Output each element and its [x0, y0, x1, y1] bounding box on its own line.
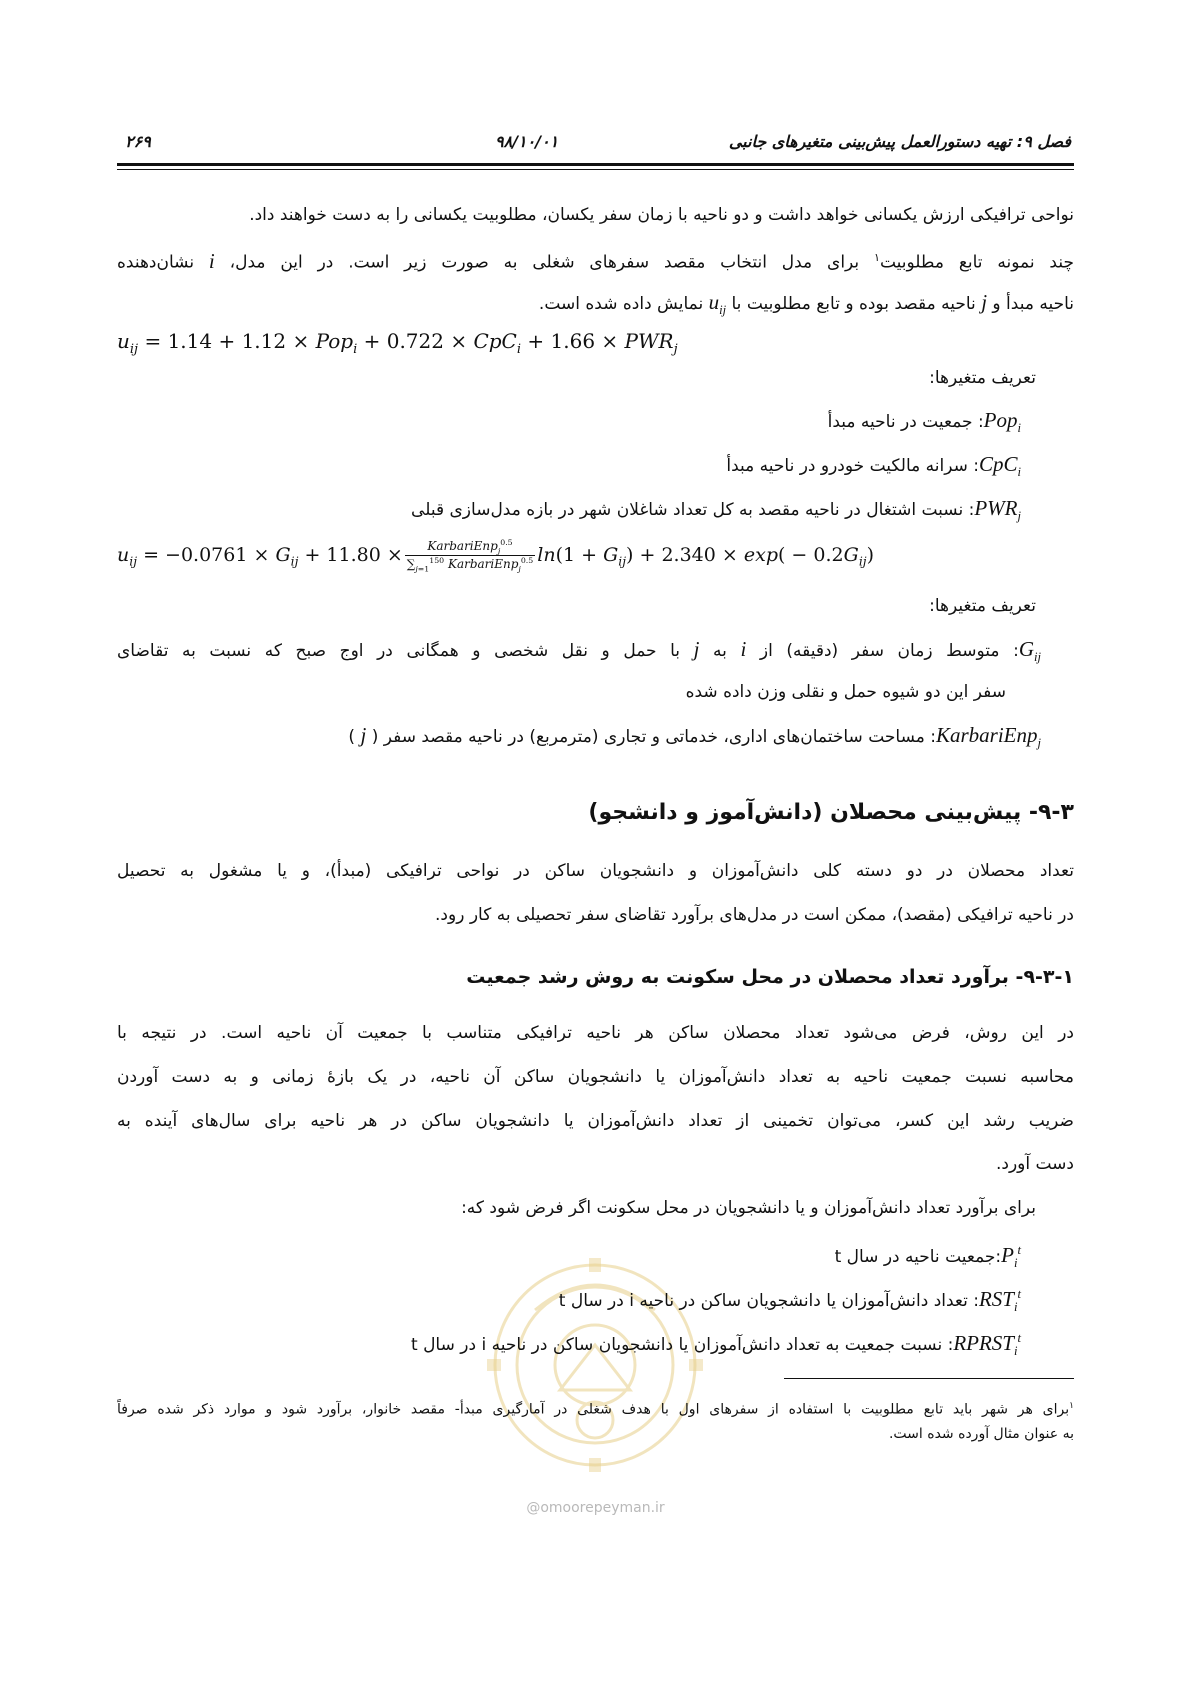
- def-cpc: CpC$_i$: سرانه مالکیت خودرو در ناحیه مبدأ: [726, 452, 1021, 480]
- subsection-para-line2: محاسبه نسبت جمعیت ناحیه به تعداد دانش‌آموزان یا دانشجویان ساکن آن ناحیه، در یک بازهٔ زمانی و به دست آوردن: [117, 1067, 1074, 1087]
- watermark-url: @omoorepeyman.ir: [526, 1500, 665, 1516]
- def-rst: $RST_i^t$: تعداد دانش‌آموزان یا دانشجویان ساکن در ناحیه i در سال t: [558, 1287, 1021, 1315]
- footnote-line1: $^۱$برای هر شهر باید تابع مطلوبیت با استفاده از سفرهای اول با هدف شغلی در آمارگیری مبدأ- مقصد خانوار، برآورد شود و موارد ذکر شده صرفاً: [117, 1401, 1074, 1418]
- def-rprst: $RPRST_i^t$: نسبت جمعیت به تعداد دانش‌آموزان یا دانشجویان ساکن در ناحیه i در سال t: [411, 1331, 1021, 1359]
- para1-line2: چند نمونه تابع مطلوبیت$^۱$ برای مدل انتخاب مقصد سفرهای شغلی به صورت زیر است. در این مدل، i نشان‌دهنده: [117, 248, 1074, 273]
- def-g: $G_{ij}$: متوسط زمان سفر (دقیقه) از i به j با حمل و نقل شخصی و همگانی در اوج صبح که نسبت به تقاضای: [117, 637, 1041, 665]
- equation-2-fraction: $\frac{KarbariEnp_j^{0.5}}{\sum_{j=1}^{150} KarbariEnp_j^{0.5}}$: [406, 538, 534, 574]
- def-pop: Pop$_i$: جمعیت در ناحیه مبدأ: [827, 408, 1021, 436]
- footnote-rule: [784, 1378, 1074, 1379]
- section-para-line2: در ناحیه ترافیکی (مقصد)، ممکن است در مدل‌های برآورد تقاضای سفر تحصیلی به کار رود.: [435, 905, 1074, 925]
- def-g-line2: سفر این دو شیوه حمل و نقلی وزن داده شده: [685, 682, 1006, 702]
- subsection-para-line4: دست آورد.: [995, 1154, 1074, 1174]
- var-j: j: [981, 290, 988, 314]
- equation-1: $u_{ij} = 1.14 + 1.12 \times Pop_i + 0.722 \times CpC_i + 1.66 \times PWR_j$: [117, 329, 678, 357]
- page-number: ۲۶۹: [125, 132, 151, 151]
- subsection-heading: ۹-۳-۱- برآورد تعداد محصلان در محل سکونت به روش رشد جمعیت: [466, 966, 1074, 988]
- var-i: i: [208, 248, 215, 273]
- defs2-heading: تعریف متغیرها:: [929, 596, 1036, 616]
- var-uij: $u_{ij}$: [708, 290, 727, 318]
- subsection-para-line3: ضریب رشد این کسر، می‌توان تخمینی از تعداد دانش‌آموزان یا دانشجویان ساکن در هر ناحیه برای سال‌های آینده به: [117, 1111, 1074, 1131]
- equation-2: $u_{ij} = -0.0761 \times G_{ij} + 11.80$ × $\frac{KarbariEnp_j^{0.5}}{\sum_{j=1}^{150} KarbariEnp_j^{0.5}}$ $\ln(1 + G_{ij}) + 2.340 \times \exp( - 0.2G_{ij})$: [117, 538, 875, 574]
- header-date: ۹۸/۱۰/۰۱: [495, 132, 559, 151]
- header-rule-thin: [117, 169, 1074, 170]
- para1-line1: نواحی ترافیکی ارزش یکسانی خواهد داشت و دو ناحیه با زمان سفر یکسان، مطلوبیت یکسانی را به دست خواهند داد.: [249, 205, 1074, 225]
- def-p: $P_i^t:جمعیت$ ناحیه در سال t: [834, 1243, 1021, 1271]
- section-para-line1: تعداد محصلان در دو دسته کلی دانش‌آموزان و دانشجویان ساکن در نواحی ترافیکی (مبدأ)، و یا مشغول به تحصیل: [117, 861, 1074, 881]
- footnote-ref: ۱: [874, 251, 880, 264]
- section-heading: ۹-۳- پیش‌بینی محصلان (دانش‌آموز و دانشجو): [588, 800, 1074, 825]
- defs1-heading: تعریف متغیرها:: [929, 368, 1036, 388]
- para1-line3: ناحیه مبدأ و j ناحیه مقصد بوده و تابع مطلوبیت با $u_{ij}$ نمایش داده شده است.: [539, 290, 1074, 322]
- def-pwr: $PWR_j$: نسبت اشتغال در ناحیه مقصد به کل تعداد شاغلان شهر در بازه مدل‌سازی قبلی: [411, 496, 1021, 524]
- def-karbari: KarbariEnp$_j$: مساحت ساختمان‌های اداری، خدماتی و تجاری (مترمربع) در ناحیه مقصد سفر ( j ): [348, 723, 1041, 751]
- chapter-title: فصل ۹: تهیه دستورالعمل پیش‌بینی متغیرهای جانبی: [728, 132, 1071, 151]
- subsection-para-line1: در این روش، فرض می‌شود تعداد محصلان ساکن هر ناحیه ترافیکی متناسب با جمعیت آن ناحیه است. در نتیجه با: [117, 1023, 1074, 1043]
- subsection-intro: برای برآورد تعداد دانش‌آموزان و یا دانشجویان در محل سکونت اگر فرض شود که:: [461, 1198, 1036, 1218]
- header-rule-thick: [117, 163, 1074, 166]
- footnote-line2: به عنوان مثال آورده شده است.: [888, 1426, 1074, 1442]
